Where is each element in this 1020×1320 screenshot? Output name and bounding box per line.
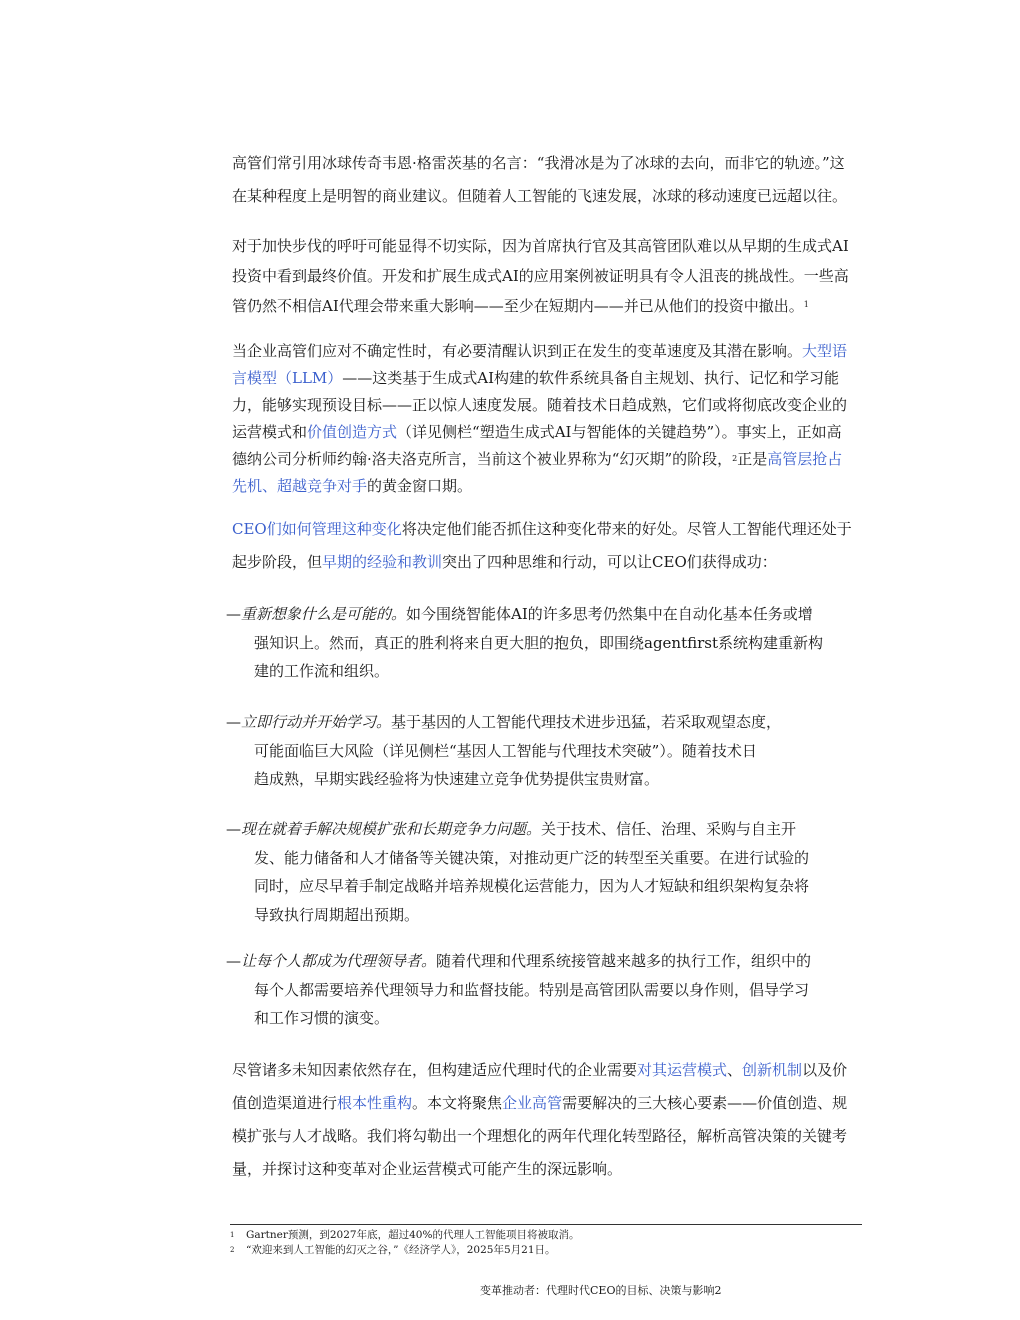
page-footer: 变革推动者：代理时代CEO的目标、决策与影响2 xyxy=(480,1284,722,1297)
footnote-ref-1[interactable]: 1 xyxy=(803,300,809,309)
link-value-creation[interactable]: 价值创造方式 xyxy=(307,423,398,441)
link-restructure[interactable]: 根本性重构 xyxy=(337,1094,413,1112)
footnote-ref-2[interactable]: 2 xyxy=(732,454,738,463)
link-executive-lead[interactable]: 高管层抢占先机、超越竞争对手 xyxy=(232,450,843,495)
paragraph-conclusion: 尽管诸多未知因素依然存在，但构建适应代理时代的企业需要对其运营模式、创新机制以及价值创造渠道进行根本性重构。本文将聚焦企业高管需要解决的三大核心要素——价值创造、规模扩张与人才战略。我们将勾勒出一个理想化的两年代理化转型路径，解析高管决策的关键考量，并探讨这种变革对企业运营模式可能产生的深远影响。 xyxy=(232,1061,848,1178)
paragraph-caution: 对于加快步伐的呼吁可能显得不切实际，因为首席执行官及其高管团队难以从早期的生成式AI投资中看到最终价值。开发和扩展生成式AI的应用案例被证明具有令人沮丧的挑战性。一些高管仍然不相信AI代理会带来重大影响——至少在短期内——并已从他们的投资中撤出。$^1$ xyxy=(232,237,849,315)
link-executives[interactable]: 企业高管 xyxy=(502,1094,563,1112)
paragraph-ceo: CEO们如何管理这种变化将决定他们能否抓住这种变化带来的好处。尽管人工智能代理还处于起步阶段，但早期的经验和教训突出了四种思维和行动，可以让CEO们获得成功： xyxy=(232,520,852,571)
link-llm[interactable]: 大型语言模型（LLM） xyxy=(232,342,848,387)
bullet-lead: 重新想象什么是可能的。 xyxy=(241,605,407,623)
bullet-lead: 立即行动并开始学习。 xyxy=(241,713,392,731)
bullet-item-leaders: —让每个人都成为代理领导者。随着代理和代理系统接管越来越多的执行工作，组织中的 每个人都需要培养代理领导力和监督技能。特别是高管团队需要以身作则，倡导学习 和工作习惯的演变。 xyxy=(226,952,812,1027)
paragraph-uncertainty: 当企业高管们应对不确定性时，有必要清醒认识到正在发生的变革速度及其潜在影响。大型语言模型（LLM）——这类基于生成式AI构建的软件系统具备自主规划、执行、记忆和学习能力，能够实现预设目标——正以惊人速度发展。随着技术日趋成熟，它们或将彻底改变企业的运营模式和价值创造方式（详见侧栏“塑造生成式AI与智能体的关键趋势”）。事实上，正如高德纳公司分析师约翰·洛夫洛克所言，当前这个被业界称为“幻灭期”的阶段，$^2$正是高管层抢占先机、超越竞争对手的黄金窗口期。 xyxy=(232,342,848,495)
paragraph-intro: 高管们常引用冰球传奇韦恩·格雷茨基的名言：“我滑冰是为了冰球的去向，而非它的轨迹。”这在某种程度上是明智的商业建议。但随着人工智能的飞速发展，冰球的移动速度已远超以往。 xyxy=(232,154,848,205)
bullet-item-scale: —现在就着手解决规模扩张和长期竞争力问题。关于技术、信任、治理、采购与自主开 发、能力储备和人才储备等关键决策，对推动更广泛的转型至关重要。在进行试验的 同时，应尽早着手制定战略并培养规模化运营能力，因为人才短缺和组织架构复杂将 导致执行周期超出预期。 xyxy=(226,820,810,924)
footnote-divider xyxy=(230,1224,862,1225)
link-innovation[interactable]: 创新机制 xyxy=(742,1061,803,1079)
bullet-lead: 现在就着手解决规模扩张和长期竞争力问题。 xyxy=(241,820,542,838)
bullet-item-reimagine: —重新想象什么是可能的。如今围绕智能体AI的许多思考仍然集中在自动化基本任务或增 强知识上。然而，真正的胜利将来自更大胆的抱负，即围绕agentfirst系统构建重新构 建的工作流和组织。 xyxy=(226,605,824,680)
bullet-item-act-now: —立即行动并开始学习。基于基因的人工智能代理技术进步迅猛，若采取观望态度， 可能面临巨大风险（详见侧栏“基因人工智能与代理技术突破”）。随着技术日 趋成熟，早期实践经验将为快速建立竞争优势提供宝贵财富。 xyxy=(226,713,782,788)
link-ceo-manage-change[interactable]: CEO们如何管理这种变化 xyxy=(232,520,402,538)
link-operating-model[interactable]: 对其运营模式 xyxy=(637,1061,728,1079)
link-early-lessons[interactable]: 早期的经验和教训 xyxy=(322,553,443,571)
footnote-1: 1 Gartner预测，到2027年底，超过40%的代理人工智能项目将被取消。 xyxy=(230,1229,580,1241)
bullet-lead: 让每个人都成为代理领导者。 xyxy=(241,952,437,970)
footnote-2: 2 “欢迎来到人工智能的幻灭之谷，”《经济学人》，2025年5月21日。 xyxy=(230,1244,556,1256)
